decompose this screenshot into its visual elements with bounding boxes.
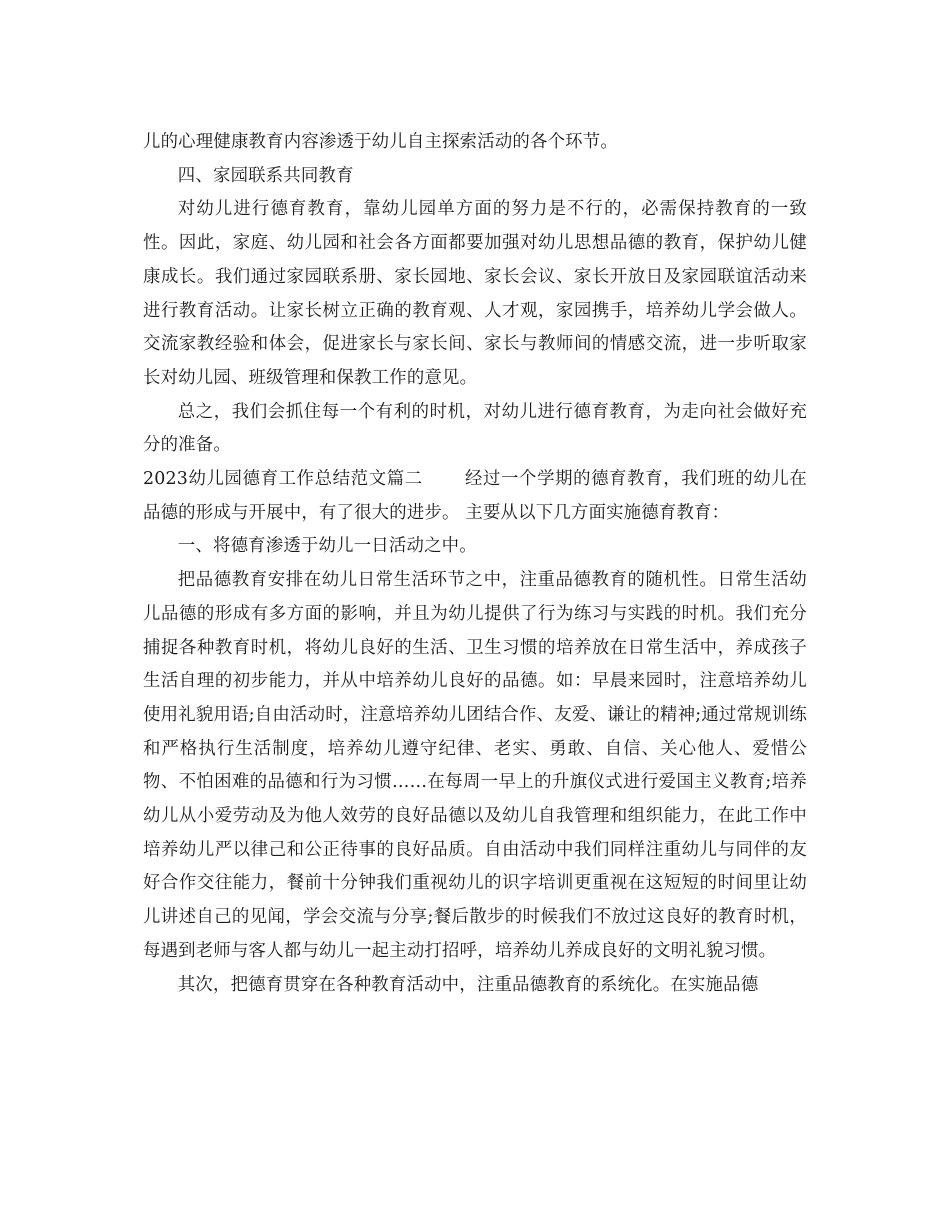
document-body [143,126,807,1002]
section-two-title: 2023幼儿园德育工作总结范文篇二 [143,469,423,490]
section-heading-daily-activities: 一、将德育渗透于幼儿一日活动之中。 [177,536,477,557]
paragraph-daily-activities: 把品德教育安排在幼儿日常生活环节之中，注重品德教育的随机性。日常生活幼儿品德的形成有多方面的影响，并且为幼儿提供了行为练习与实践的时机。我们充分捕捉各种教育时机，将幼儿良好的生活、卫生习惯的培养放在日常生活中，养成孩子生活自理的初步能力，并从中培养幼儿良好的品德。如：早晨来园时，注意培养幼儿使用礼貌用语;自由活动时，注意培养幼儿团结合作、友爱、谦让的精神;通过常规训练和严格执行生活制度，培养幼儿遵守纪律、老实、勇敢、自信、关心他人、爱惜公物、不怕困难的品德和行为习惯……在每周一早上的升旗仪式进行爱国主义教育;培养幼儿从小爱劳动及为他人效劳的良好品德以及幼儿自我管理和组织能力，在此工作中培养幼儿严以律己和公正待事的良好品质。自由活动中我们同样注重幼儿与同伴的友好合作交往能力，餐前十分钟我们重视幼儿的识字培训更重视在这短短的时间里让幼儿讲述自己的见闻，学会交流与分享;餐后散步的时候我们不放过这良好的教育时机，每遇到老师与客人都与幼儿一起主动打招呼，培养幼儿养成良好的文明礼貌习惯。 [143,570,807,961]
paragraph-conclusion: 总之，我们会抓住每一个有利的时机，对幼儿进行德育教育，为走向社会做好充分的准备。 [143,401,807,456]
section-two-intro-paragraph [143,463,807,530]
paragraph-home-school: 对幼儿进行德育教育，靠幼儿园单方面的努力是不行的，必需保持教育的一致性。因此，家庭、幼儿园和社会各方面都要加强对幼儿思想品德的教育，保护幼儿健康成长。我们通过家园联系册、家长园地、家长会议、家长开放日及家园联谊活动来进行教育活动。让家长树立正确的教育观、人才观，家园携手，培养幼儿学会做人。交流家教经验和体会，促进家长与家长间、家长与教师间的情感交流，进一步听取家长对幼儿园、班级管理和保教工作的意见。 [143,199,807,388]
paragraph-continuation: 儿的心理健康教育内容渗透于幼儿自主探索活动的各个环节。 [143,132,618,152]
paragraph-teaching-activities: 其次，把德育贯穿在各种教育活动中，注重品德教育的系统化。在实施品德 [177,974,759,995]
section-two-intro: 经过一个学期的德育教育，我们班的幼儿在品德的形成与开展中，有了很大的进步。 主要从以下几方面实施德育教育： [143,469,807,523]
section-heading-home-school: 四、家园联系共同教育 [177,165,354,186]
